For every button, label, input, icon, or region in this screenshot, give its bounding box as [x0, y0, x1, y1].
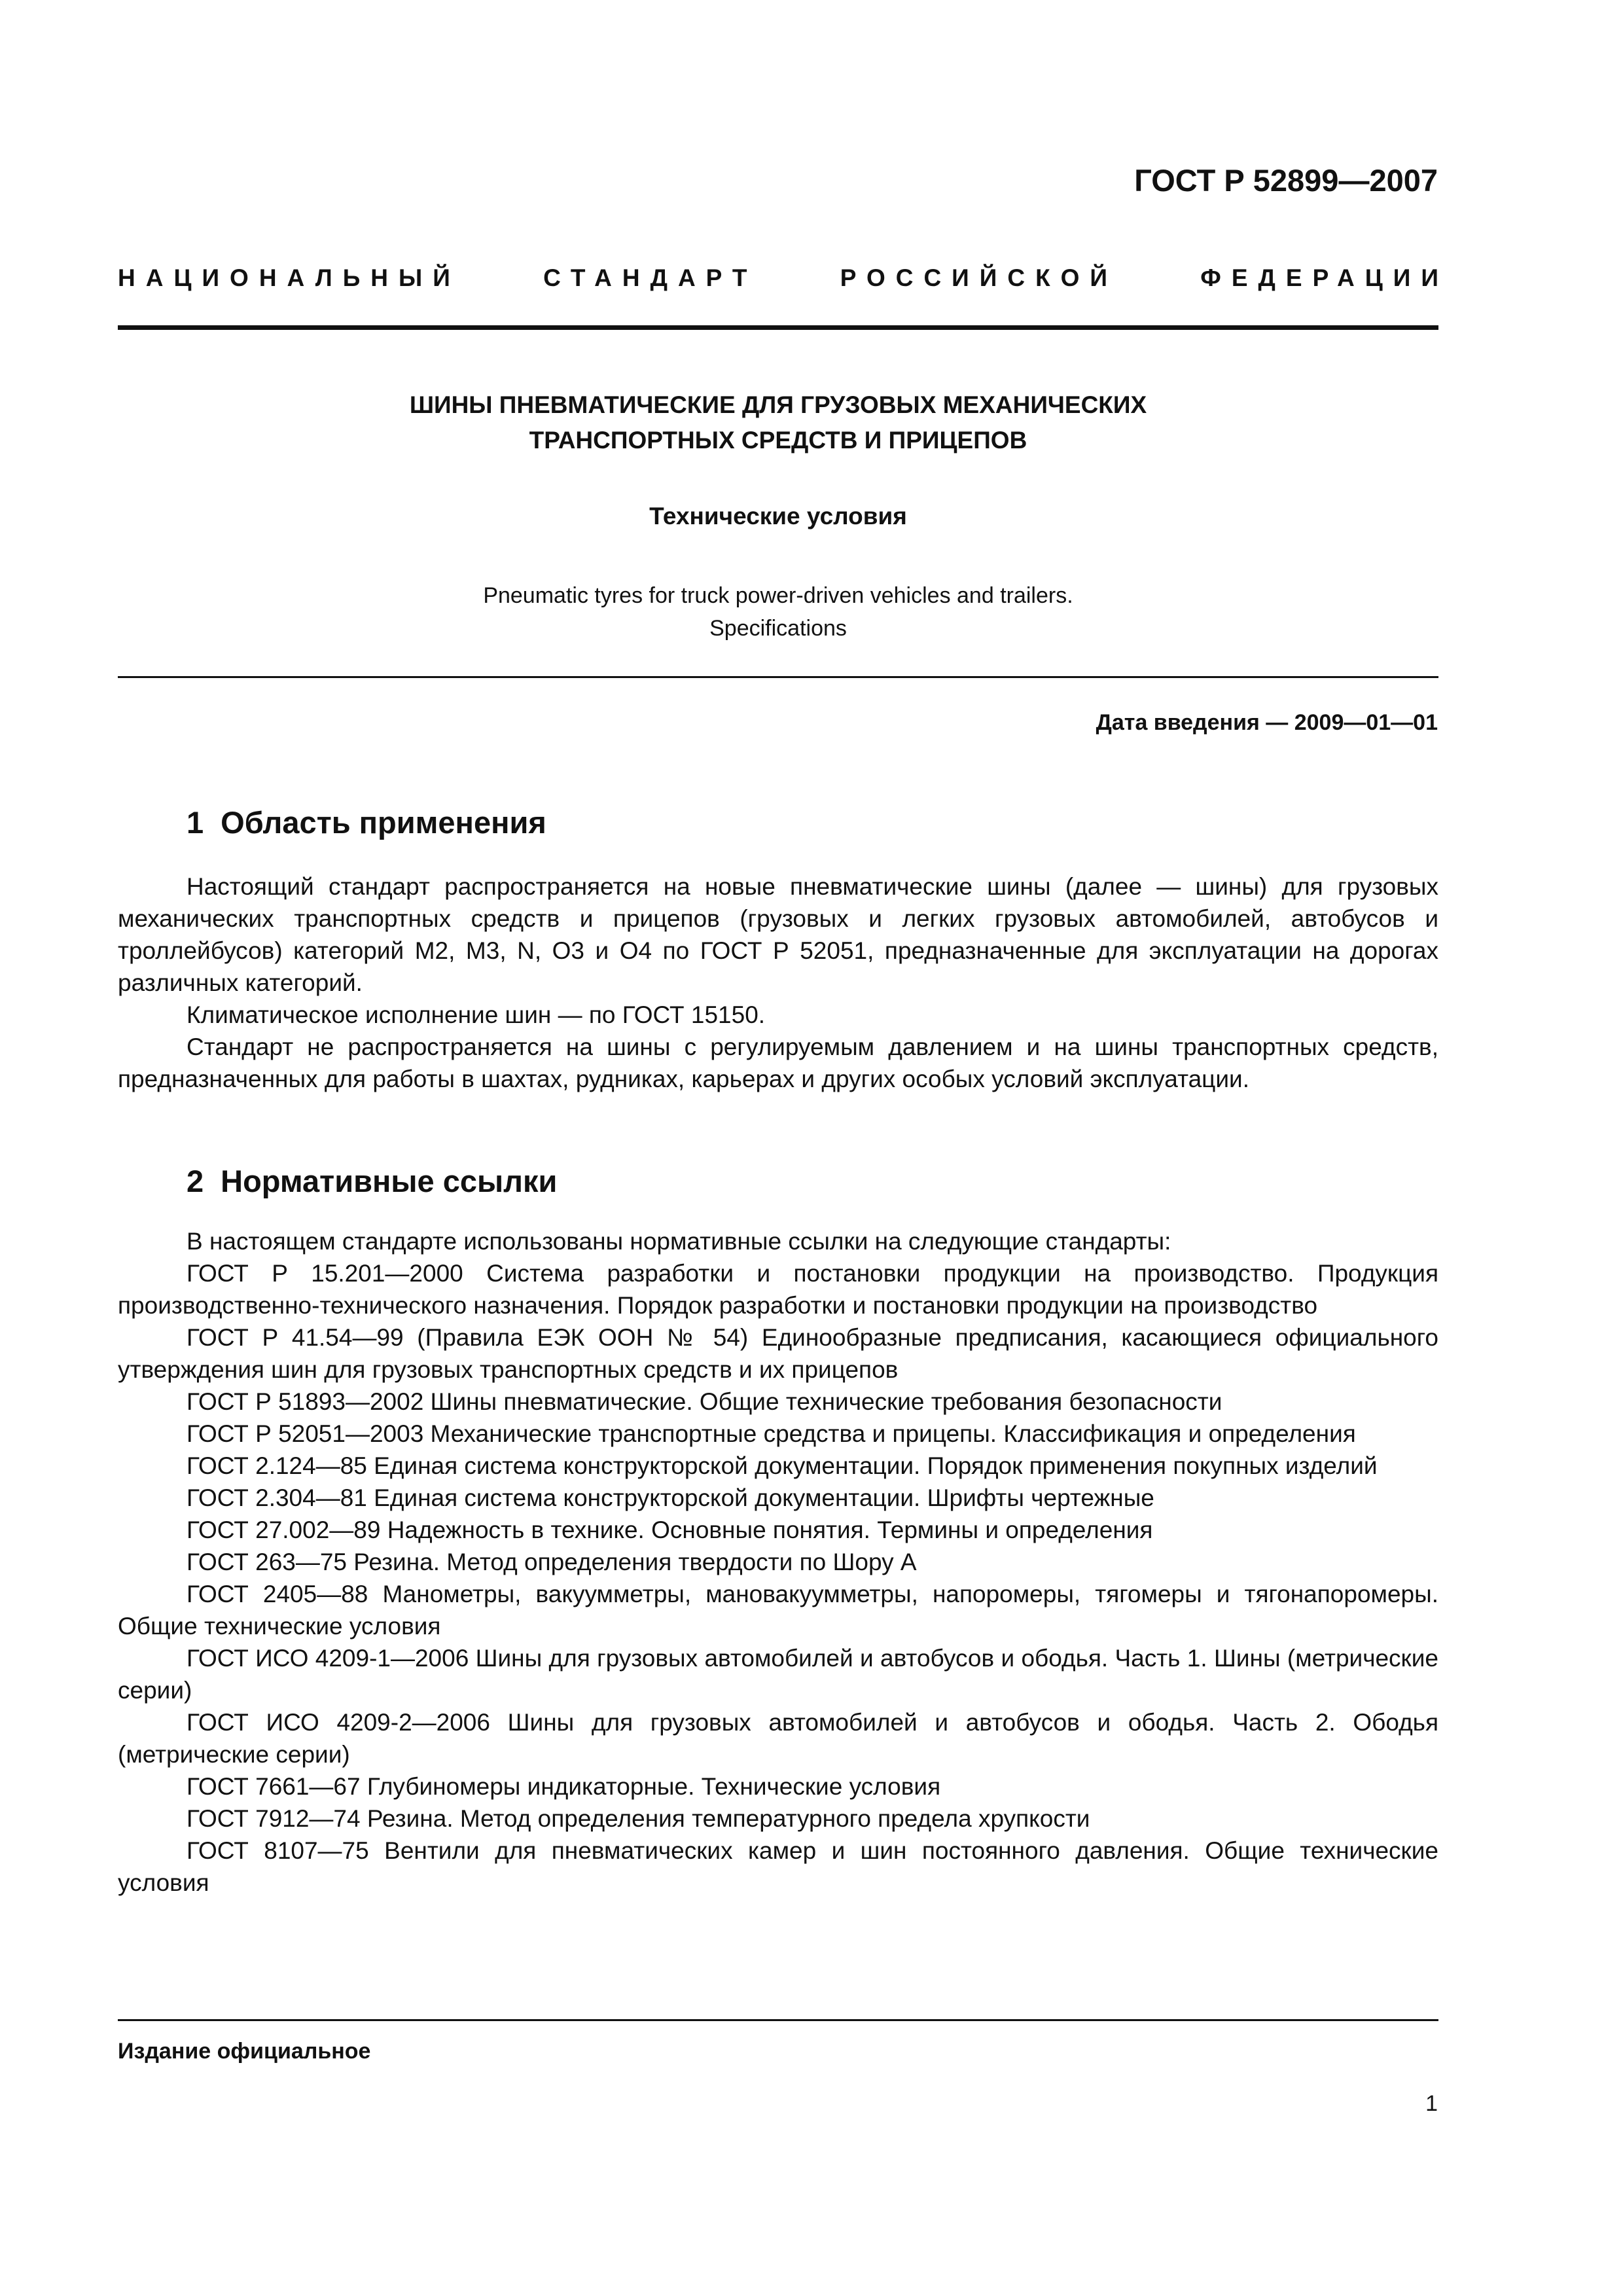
document-title — [118, 387, 1438, 458]
national-standard-banner — [118, 264, 1449, 292]
reference-item: ГОСТ Р 41.54—99 (Правила ЕЭК ООН № 54) Единообразные предписания, касающиеся официального утверждения шин для грузовых транспортных средств и их прицепов — [118, 1324, 1438, 1383]
footer-divider — [118, 2019, 1438, 2021]
section-number: 2 — [187, 1164, 204, 1198]
reference-item: ГОСТ 2.124—85 Единая система конструкторской документации. Порядок применения покупных изделий — [187, 1452, 1378, 1479]
english-title — [118, 579, 1438, 645]
paragraph: В настоящем стандарте использованы нормативные ссылки на следующие стандарты: — [187, 1228, 1171, 1255]
banner-word: РОССИЙСКОЙ — [840, 264, 1118, 291]
section-body — [118, 1225, 1438, 1899]
banner-word: НАЦИОНАЛЬНЫЙ — [118, 264, 461, 291]
reference-item: ГОСТ 2405—88 Манометры, вакуумметры, мановакуумметры, напоромеры, тягомеры и тягонапоромеры. Общие технические условия — [118, 1581, 1438, 1640]
reference-item: ГОСТ Р 51893—2002 Шины пневматические. Общие технические требования безопасности — [187, 1388, 1222, 1415]
standard-number: ГОСТ Р 52899—2007 — [1134, 163, 1438, 198]
section-normative-references — [118, 1158, 1438, 1899]
section-title: Нормативные ссылки — [221, 1164, 558, 1198]
introduction-date: Дата введения — 2009—01—01 — [1096, 710, 1438, 735]
section-title: Область применения — [221, 805, 546, 840]
section-heading — [118, 1158, 1438, 1204]
reference-item: ГОСТ 7661—67 Глубиномеры индикаторные. Технические условия — [187, 1773, 941, 1800]
section-body — [118, 870, 1438, 1095]
reference-item: ГОСТ Р 52051—2003 Механические транспортные средства и прицепы. Классификация и определения — [187, 1420, 1356, 1447]
reference-item: ГОСТ 8107—75 Вентили для пневматических камер и шин постоянного давления. Общие технические условия — [118, 1837, 1438, 1896]
reference-item: ГОСТ ИСО 4209-2—2006 Шины для грузовых автомобилей и автобусов и ободья. Часть 2. Ободья (метрические серии) — [118, 1709, 1438, 1768]
section-heading — [118, 800, 1438, 846]
reference-item: ГОСТ ИСО 4209-1—2006 Шины для грузовых автомобилей и автобусов и ободья. Часть 1. Шины (метрические серии) — [118, 1645, 1438, 1704]
title-line: ТРАНСПОРТНЫХ СРЕДСТВ И ПРИЦЕПОВ — [529, 427, 1027, 454]
reference-item: ГОСТ 7912—74 Резина. Метод определения температурного предела хрупкости — [187, 1805, 1090, 1832]
document-subtitle: Технические условия — [649, 503, 907, 529]
section-scope — [118, 800, 1438, 1095]
section-number: 1 — [187, 805, 204, 840]
header-divider — [118, 325, 1438, 330]
paragraph: Стандарт не распространяется на шины с регулируемым давлением и на шины транспортных средств, предназначенных для работы в шахтах, рудниках, карьерах и других особых условий эксплуатации. — [118, 1033, 1438, 1092]
official-edition-label: Издание официальное — [118, 2039, 371, 2064]
english-title-line: Specifications — [709, 616, 847, 641]
paragraph: Климатическое исполнение шин — по ГОСТ 15150. — [187, 1001, 766, 1028]
paragraph: Настоящий стандарт распространяется на новые пневматические шины (далее — шины) для грузовых механических транспортных средств и прицепов (грузовых и легких грузовых автомобилей, автобусов и троллейбусов) категорий М2, М3, N, O3 и O4 по ГОСТ Р 52051, предназначенные для эксплуатации на дорогах различных категорий. — [118, 873, 1438, 996]
reference-item: ГОСТ 27.002—89 Надежность в технике. Основные понятия. Термины и определения — [187, 1516, 1153, 1543]
page-number: 1 — [1425, 2091, 1438, 2116]
title-divider — [118, 676, 1438, 678]
reference-item: ГОСТ 2.304—81 Единая система конструкторской документации. Шрифты чертежные — [187, 1484, 1154, 1511]
english-title-line: Pneumatic tyres for truck power-driven vehicles and trailers. — [483, 583, 1073, 608]
reference-item: ГОСТ 263—75 Резина. Метод определения твердости по Шору А — [187, 1549, 917, 1575]
banner-word: ФЕДЕРАЦИИ — [1200, 264, 1449, 291]
banner-word: СТАНДАРТ — [543, 264, 758, 291]
reference-item: ГОСТ Р 15.201—2000 Система разработки и постановки продукции на производство. Продукция производственно-технического назначения. Порядок разработки и постановки продукции на производство — [118, 1260, 1438, 1319]
title-line: ШИНЫ ПНЕВМАТИЧЕСКИЕ ДЛЯ ГРУЗОВЫХ МЕХАНИЧЕСКИХ — [409, 391, 1147, 418]
